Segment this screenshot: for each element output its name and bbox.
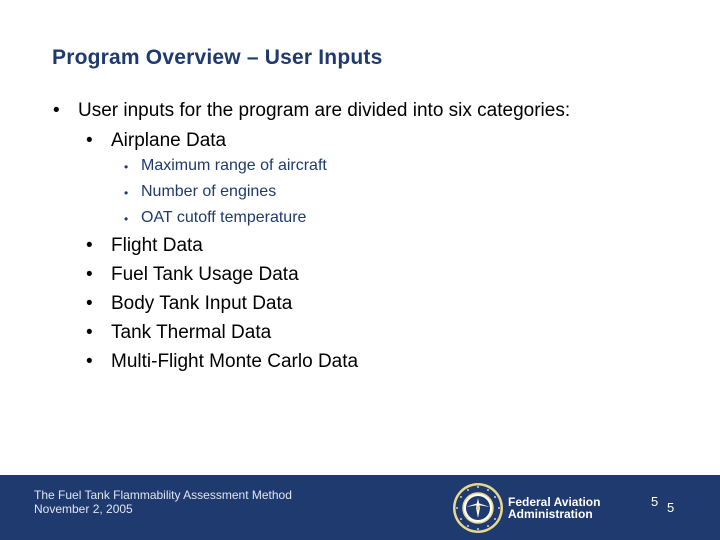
sub-item [124, 209, 306, 227]
category-label: Fuel Tank Usage Data [111, 264, 299, 285]
faa-seal-icon [452, 482, 504, 534]
category-item [86, 351, 358, 373]
page-number: 5 [651, 494, 659, 509]
sub-item-label: Maximum range of aircraft [141, 157, 327, 174]
sub-item-label: OAT cutoff temperature [141, 209, 307, 226]
category-label: Airplane Data [111, 130, 227, 151]
sub-item [124, 183, 276, 201]
bullet-dot-icon: • [86, 264, 93, 285]
agency-line-2: Administration [508, 507, 593, 521]
bullet-dot-icon: • [86, 130, 93, 151]
bullet-dot-icon: • [124, 160, 129, 174]
bullet-dot-icon: • [124, 186, 129, 200]
bullet-intro [53, 100, 570, 122]
bullet-dot-icon: • [53, 100, 60, 121]
footer-date: November 2, 2005 [34, 502, 133, 516]
category-label: Tank Thermal Data [111, 322, 272, 343]
category-item [86, 235, 203, 257]
bullet-dot-icon: • [124, 212, 129, 226]
agency-name [508, 496, 600, 520]
agency-line-1: Federal Aviation [508, 495, 601, 509]
sub-item-label: Number of engines [141, 183, 277, 200]
page-number-secondary: 5 [667, 500, 675, 515]
footer-bar [0, 475, 720, 540]
bullet-text: User inputs for the program are divided into six categories: [78, 100, 571, 121]
sub-item [124, 157, 327, 175]
slide-title: Program Overview – User Inputs [52, 46, 383, 69]
footer-doc-title: The Fuel Tank Flammability Assessment Method [34, 488, 292, 502]
bullet-dot-icon: • [86, 322, 93, 343]
category-label: Multi-Flight Monte Carlo Data [111, 351, 359, 372]
category-label: Flight Data [111, 235, 203, 256]
bullet-dot-icon: • [86, 293, 93, 314]
category-item [86, 293, 292, 315]
category-label: Body Tank Input Data [111, 293, 293, 314]
bullet-dot-icon: • [86, 351, 93, 372]
category-item [86, 322, 271, 344]
footer-doc-info [34, 488, 292, 516]
category-item [86, 130, 226, 152]
bullet-dot-icon: • [86, 235, 93, 256]
category-item [86, 264, 299, 286]
